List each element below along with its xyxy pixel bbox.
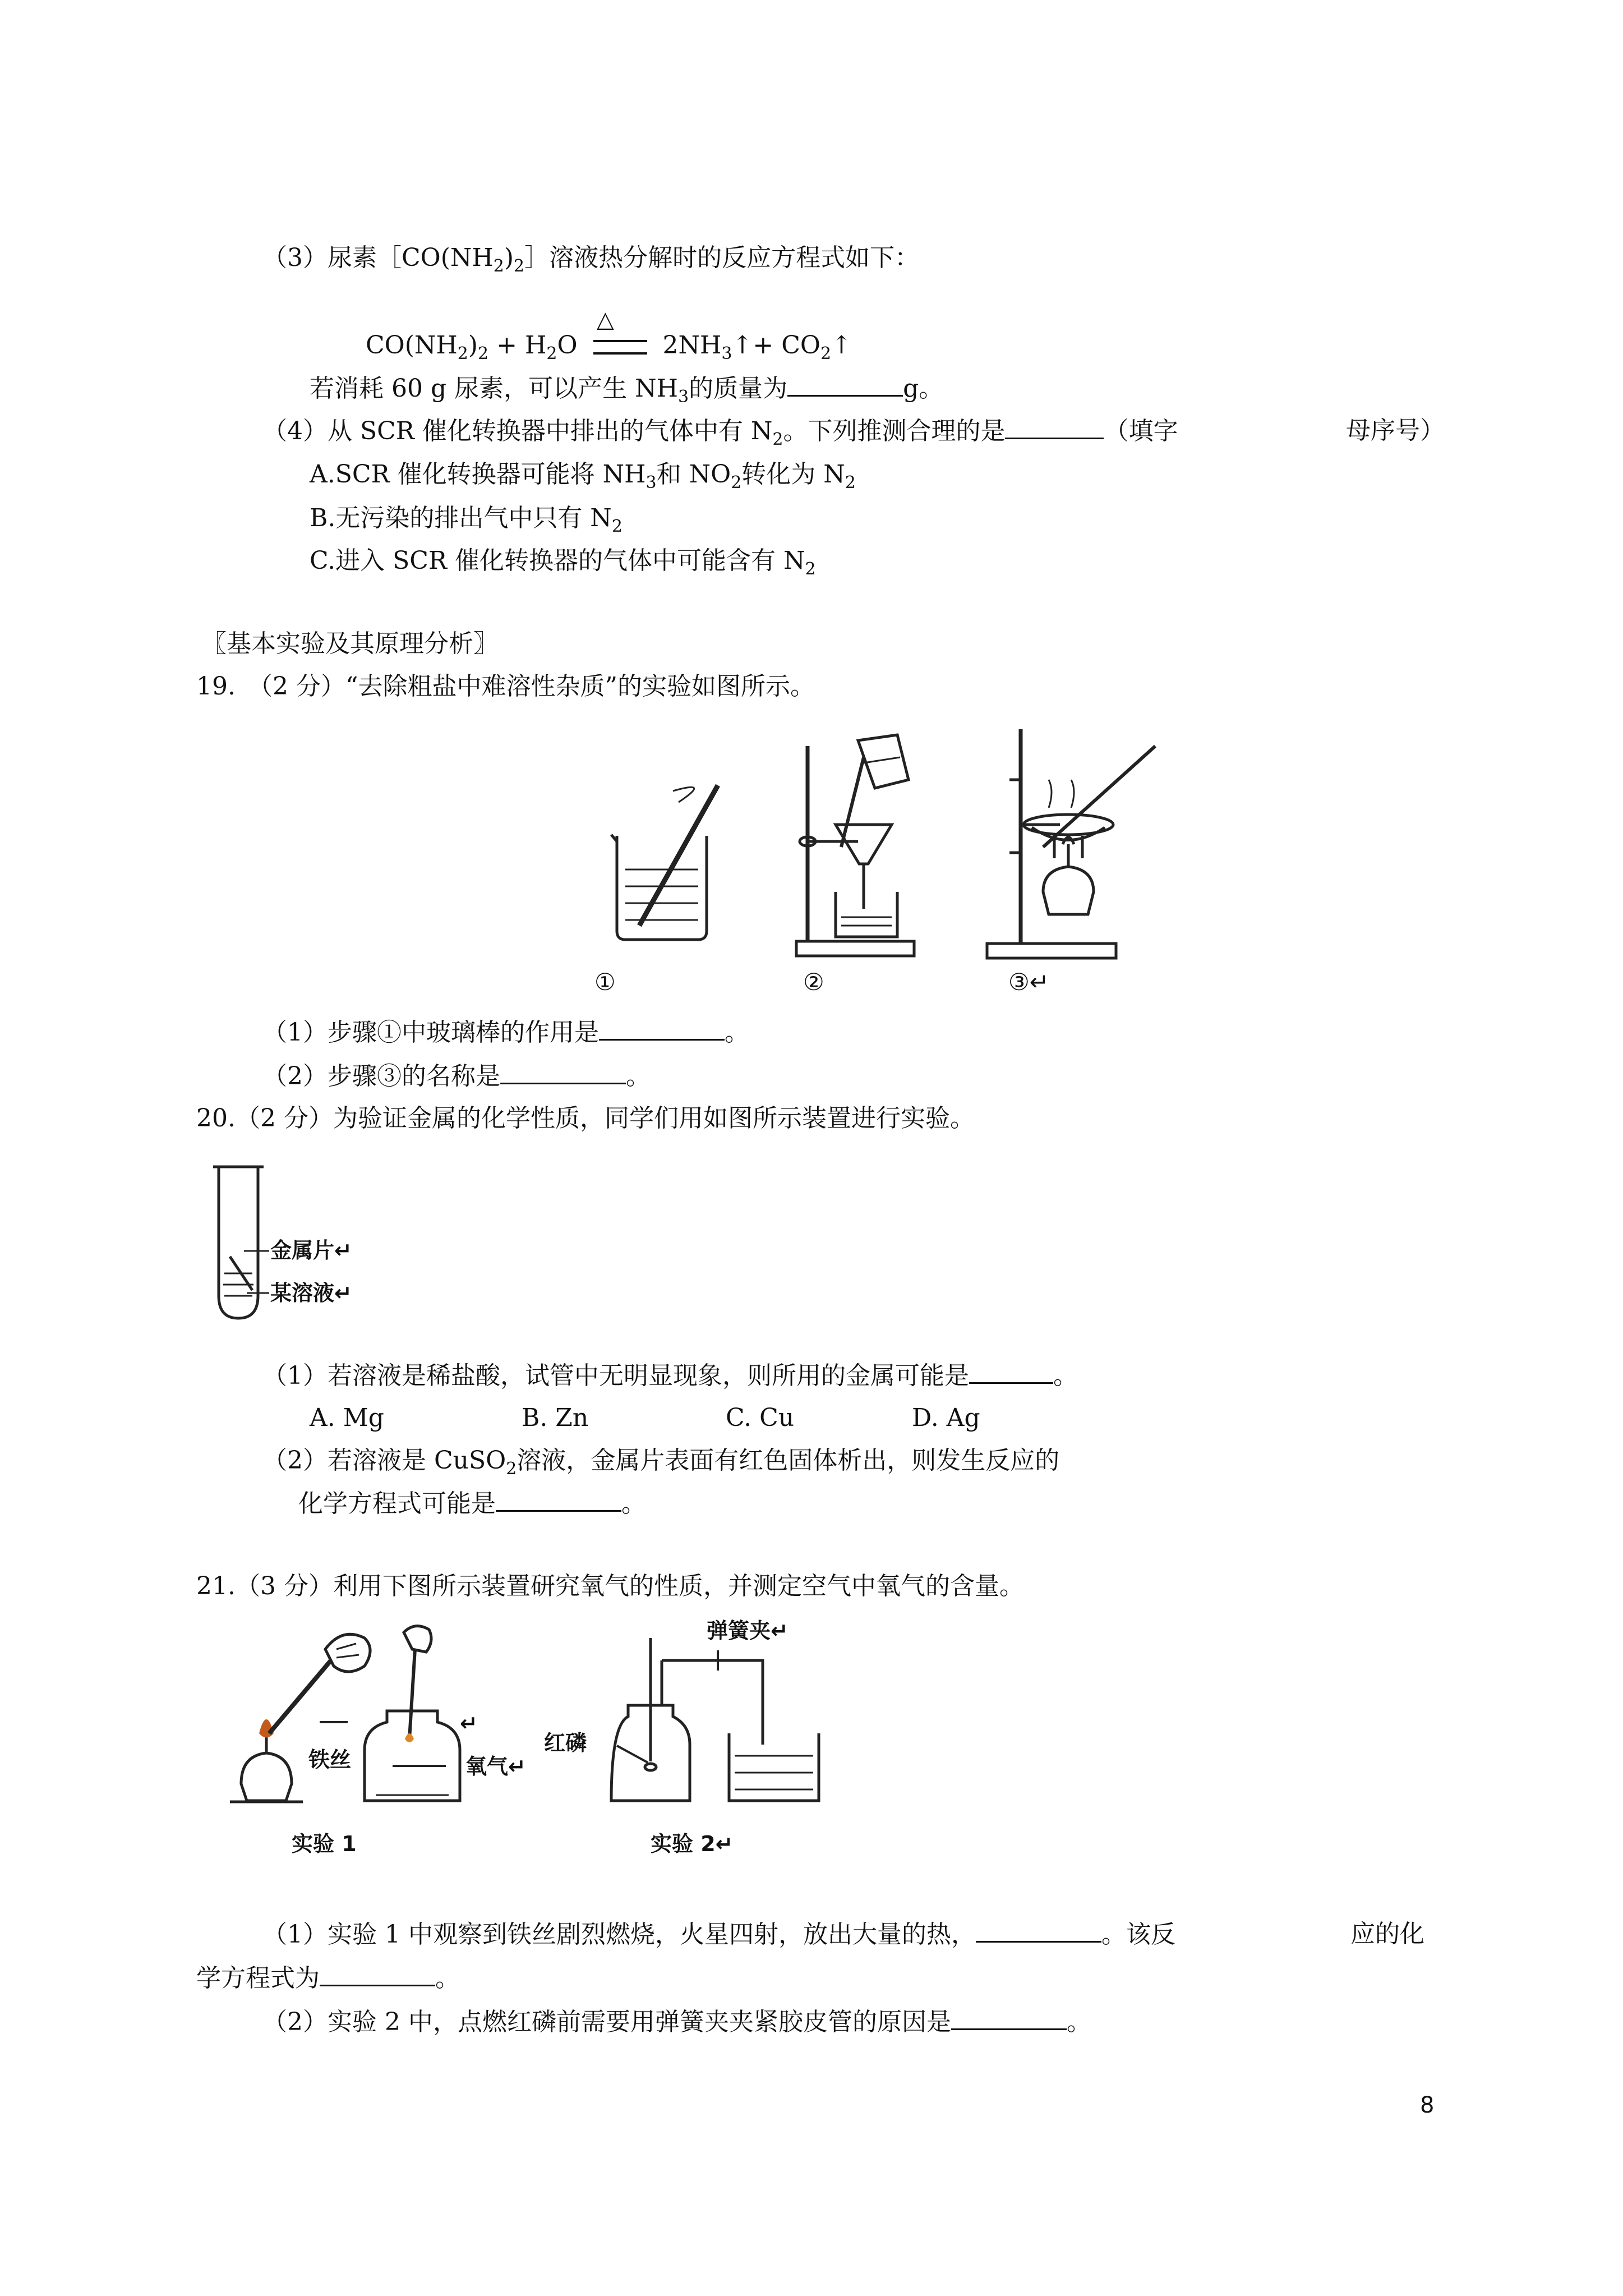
q21-part1-tail: 应的化 [1350,1920,1424,1948]
test-tube-figure [208,1161,376,1329]
q18-part3-intro: （3）尿素$[CO(NH_2)_2]$溶液热分解时的反应方程式如下： [262,243,920,276]
option-cu: C. Cu [726,1404,795,1432]
step-1-label: ① [594,968,616,996]
alcohol-lamp-icon [230,1733,303,1802]
gas-bottle-icon [365,1626,460,1801]
option-b: B.无污染的排出气中只有 $N_2$ [310,504,623,536]
urea-equation: $CO(NH_2)_2 + H_2O$ $2NH_3↑+$ $CO_2↑$ [366,331,852,364]
spark-icon [405,1733,414,1742]
salt-purification-figure [594,724,1189,1015]
hand-holding-tongs-icon [269,1634,370,1733]
q21-part1-cont: 学方程式为 。 [196,1962,460,1994]
experiment-1-caption: 实验 1 [292,1832,357,1856]
page-number: 8 [1420,2092,1435,2118]
q21-stem: 21.（3 分）利用下图所示装置研究氧气的性质，并测定空气中氧气的含量。 [196,1572,1024,1600]
q20-part1: （1）若溶液是稀盐酸，试管中无明显现象，则所用的金属可能是 。 [262,1360,1078,1392]
answer-blank [969,1360,1053,1384]
answer-blank [976,1918,1101,1943]
solution-label: 某溶液↵ [270,1281,352,1305]
option-mg: A. Mg [310,1404,384,1432]
spring-clamp-label: 弹簧夹↵ [707,1618,789,1643]
q18-part3-question: 若消耗 60 g 尿素，可以产生 $NH_3$的质量为 g。 [310,372,943,407]
reaction-condition: △ [597,307,614,333]
option-a: A.SCR 催化转换器可能将 $NH_3$和 $NO_2$转化为 $N_2$ [310,460,856,493]
experiment-2-caption: 实验 2↵ [651,1832,734,1856]
answer-blank [500,1060,626,1084]
option-zn: B. Zn [522,1404,589,1432]
oxygen-label: 氧气↵ [465,1754,526,1779]
answer-blank [599,1016,725,1041]
q18-part4-tail: 母序号） [1346,416,1445,445]
test-tube-icon [213,1167,269,1318]
option-c: C.进入 SCR 催化转换器的气体中可能含有 $N_2$ [310,546,816,579]
section-header: 〖基本实验及其原理分析〗 [202,629,498,658]
beaker-with-stirring-rod-icon [611,785,718,940]
q19-part1: （1）步骤①中玻璃棒的作用是 。 [262,1016,749,1048]
equals-sign [593,340,647,355]
red-phosphorus-label: 红磷 [544,1731,587,1755]
q18-part4: （4）从 SCR 催化转换器中排出的气体中有 $N_2$。下列推测合理的是 （填字 [262,415,1178,450]
iron-wire-label: 铁丝 [308,1747,352,1772]
q20-part2: （2）若溶液是 CuSO$_2$溶液，金属片表面有红色固体析出，则发生反应的 [262,1446,1060,1479]
q21-part2: （2）实验 2 中，点燃红磷前需要用弹簧夹夹紧胶皮管的原因是 。 [262,2006,1091,2038]
option-ag: D. Ag [912,1404,980,1432]
q19-part2: （2）步骤③的名称是 。 [262,1060,651,1092]
answer-blank [320,1962,435,1986]
evaporation-apparatus-icon [987,729,1155,958]
q19-stem: 19. （2 分）“去除粗盐中难溶性杂质”的实验如图所示。 [196,672,815,701]
line-end-mark: ↵ [460,1711,478,1736]
step-2-label: ② [803,968,824,996]
answer-blank [1005,415,1104,439]
q20-part2-cont: 化学方程式可能是 。 [298,1488,646,1520]
answer-blank [951,2006,1067,2030]
combustion-bottle-icon [611,1638,763,1801]
step-3-label: ③↵ [1008,968,1049,996]
q20-options [310,1402,980,1434]
metal-strip-label: 金属片↵ [270,1238,352,1263]
q20-stem: 20.（2 分）为验证金属的化学性质，同学们用如图所示装置进行实验。 [196,1104,975,1133]
filtration-apparatus-icon [796,735,914,956]
water-beaker-icon [729,1733,819,1801]
phosphorus-pointer [617,1746,648,1763]
oxygen-experiments-figure [224,1616,897,1874]
answer-blank [787,372,903,397]
answer-blank [496,1488,621,1512]
q21-part1: （1）实验 1 中观察到铁丝剧烈燃烧，火星四射，放出大量的热， 。该反 [262,1918,1175,1950]
